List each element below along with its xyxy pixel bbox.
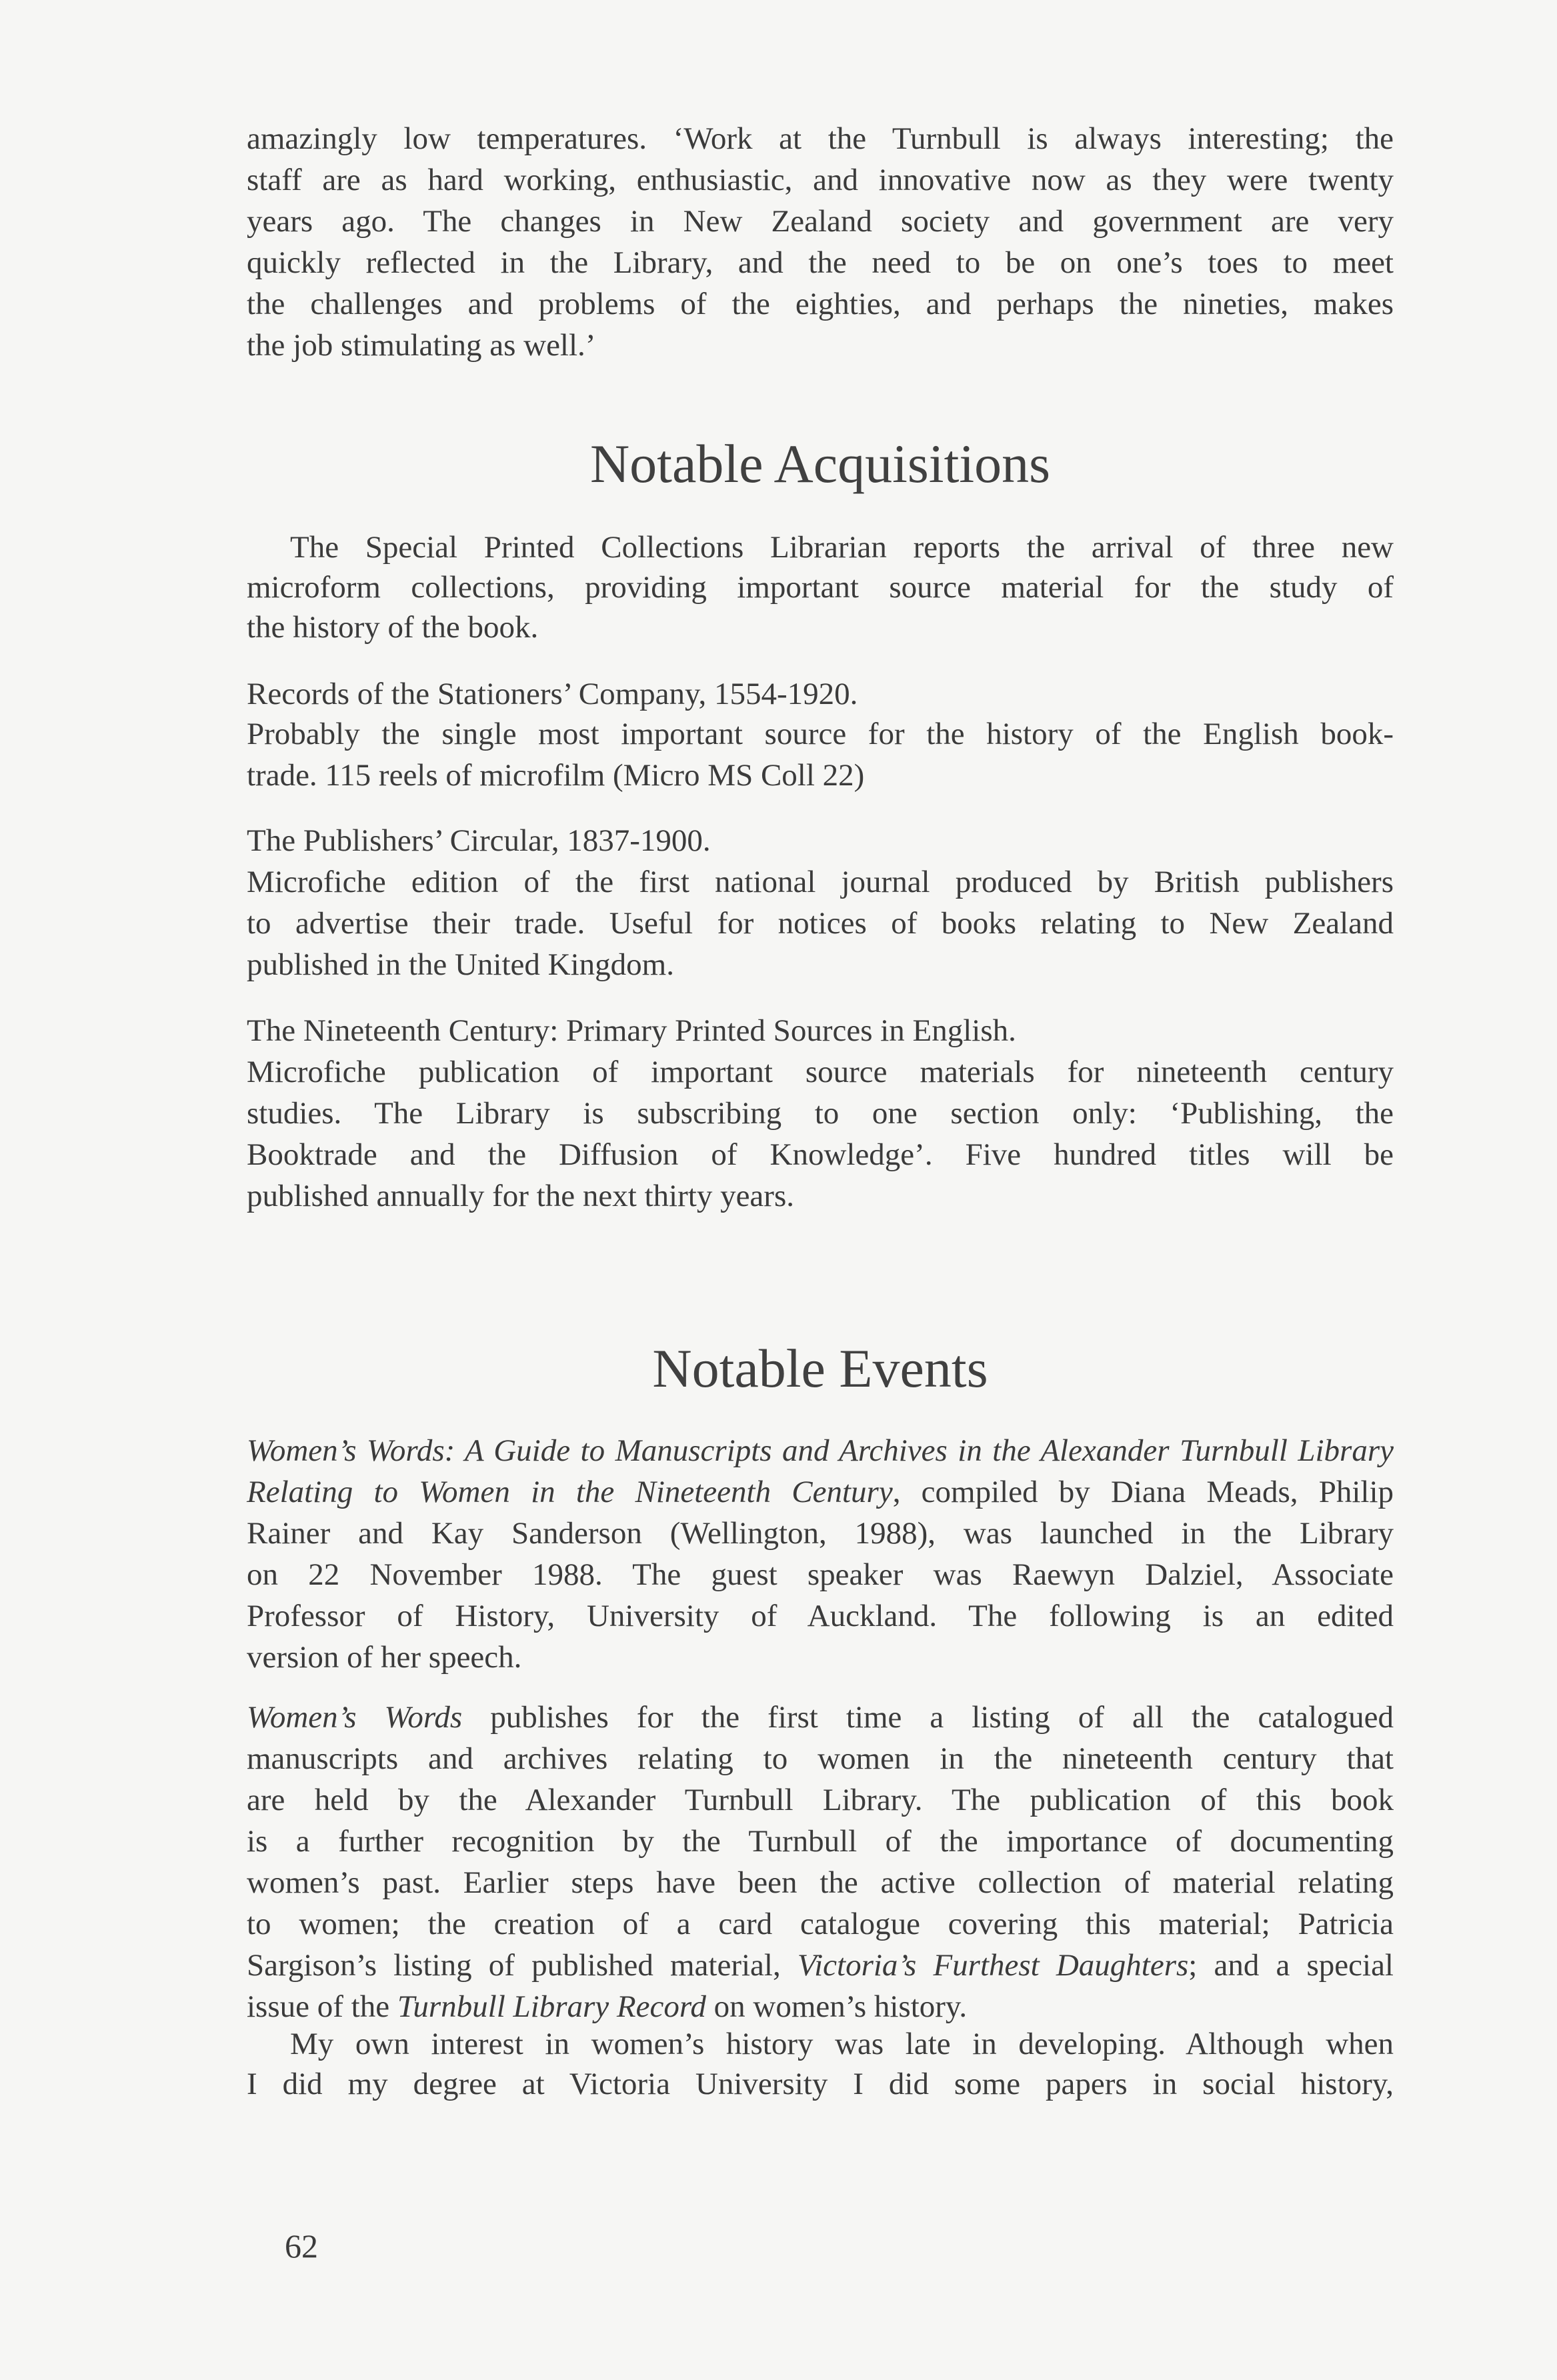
book-title: Relating to Women in the Nineteenth Century: [247, 1475, 893, 1509]
text-span: Sargison’s listing of published material,: [247, 1948, 798, 1983]
section-heading-acquisitions: Notable Acquisitions: [589, 433, 1051, 494]
text-line: years ago. The changes in New Zealand society and government are very: [247, 204, 1394, 239]
text-line: microform collections, providing important source material for the study of: [247, 570, 1394, 605]
text-line: Professor of History, University of Auckland. The following is an edited: [247, 1599, 1394, 1633]
book-title: Victoria’s Furthest Daughters: [797, 1948, 1189, 1983]
text-line: trade. 115 reels of microfilm (Micro MS Coll 22): [247, 758, 865, 793]
text-line: women’s past. Earlier steps have been the active collection of material relating: [247, 1865, 1394, 1900]
text-line: Booktrade and the Diffusion of Knowledge’. Five hundred titles will be: [247, 1137, 1394, 1172]
text-span: issue of the: [247, 1989, 397, 2024]
text-span: on women’s history.: [705, 1989, 968, 2024]
text-line: amazingly low temperatures. ‘Work at the Turnbull is always interesting; the: [247, 121, 1394, 156]
acquisition-title: Records of the Stationers’ Company, 1554-1920.: [247, 677, 858, 711]
text-line: the history of the book.: [247, 610, 539, 645]
book-title: Women’s Words: A Guide to Manuscripts and Archives in the Alexander Turnbull Library: [247, 1433, 1394, 1468]
text-line: published annually for the next thirty years.: [247, 1179, 794, 1213]
book-title: Women’s Words: [247, 1700, 463, 1735]
text-line: [247, 1702, 1394, 1733]
text-line: The Special Printed Collections Librarian reports the arrival of three new: [290, 530, 1394, 565]
text-line: Microfiche publication of important source materials for nineteenth century: [247, 1055, 1394, 1089]
text-span: , compiled by Diana Meads, Philip: [892, 1475, 1394, 1509]
acquisition-title: The Publishers’ Circular, 1837-1900.: [247, 823, 711, 858]
journal-title: Turnbull Library Record: [397, 1989, 706, 2024]
text-line: to advertise their trade. Useful for notices of books relating to New Zealand: [247, 906, 1394, 941]
text-line: published in the United Kingdom.: [247, 947, 674, 982]
text-line: is a further recognition by the Turnbull of the importance of documenting: [247, 1824, 1394, 1859]
text-line: Microfiche edition of the first national journal produced by British publishers: [247, 865, 1394, 899]
text-line: to women; the creation of a card catalogue covering this material; Patricia: [247, 1907, 1394, 1941]
text-line: studies. The Library is subscribing to one section only: ‘Publishing, the: [247, 1096, 1394, 1131]
text-line: My own interest in women’s history was late in developing. Although when: [290, 2027, 1394, 2061]
text-line: manuscripts and archives relating to women in the nineteenth century that: [247, 1741, 1394, 1776]
acquisition-title: The Nineteenth Century: Primary Printed Sources in English.: [247, 1013, 1016, 1048]
text-line: version of her speech.: [247, 1640, 522, 1675]
text-line: [247, 1950, 1394, 1981]
text-line: are held by the Alexander Turnbull Library. The publication of this book: [247, 1783, 1394, 1817]
text-line: [247, 1477, 1394, 1508]
text-span: ; and a special: [1188, 1948, 1394, 1983]
text-line: I did my degree at Victoria University I did some papers in social history,: [247, 2067, 1394, 2101]
text-line: the job stimulating as well.’: [247, 328, 596, 363]
text-span: publishes for the first time a listing of all the catalogued: [462, 1700, 1394, 1735]
text-line: staff are as hard working, enthusiastic, and innovative now as they were twenty: [247, 163, 1394, 197]
page-number: 62: [285, 2227, 318, 2265]
text-line: [247, 1435, 1394, 1467]
text-line: Rainer and Kay Sanderson (Wellington, 1988), was launched in the Library: [247, 1516, 1394, 1551]
text-line: Probably the single most important source for the history of the English book-: [247, 717, 1394, 751]
section-heading-events: Notable Events: [652, 1338, 988, 1399]
text-line: on 22 November 1988. The guest speaker was Raewyn Dalziel, Associate: [247, 1557, 1394, 1592]
text-line: the challenges and problems of the eighties, and perhaps the nineties, makes: [247, 287, 1394, 321]
text-line: [247, 1991, 1394, 2023]
text-line: quickly reflected in the Library, and the need to be on one’s toes to meet: [247, 245, 1394, 280]
